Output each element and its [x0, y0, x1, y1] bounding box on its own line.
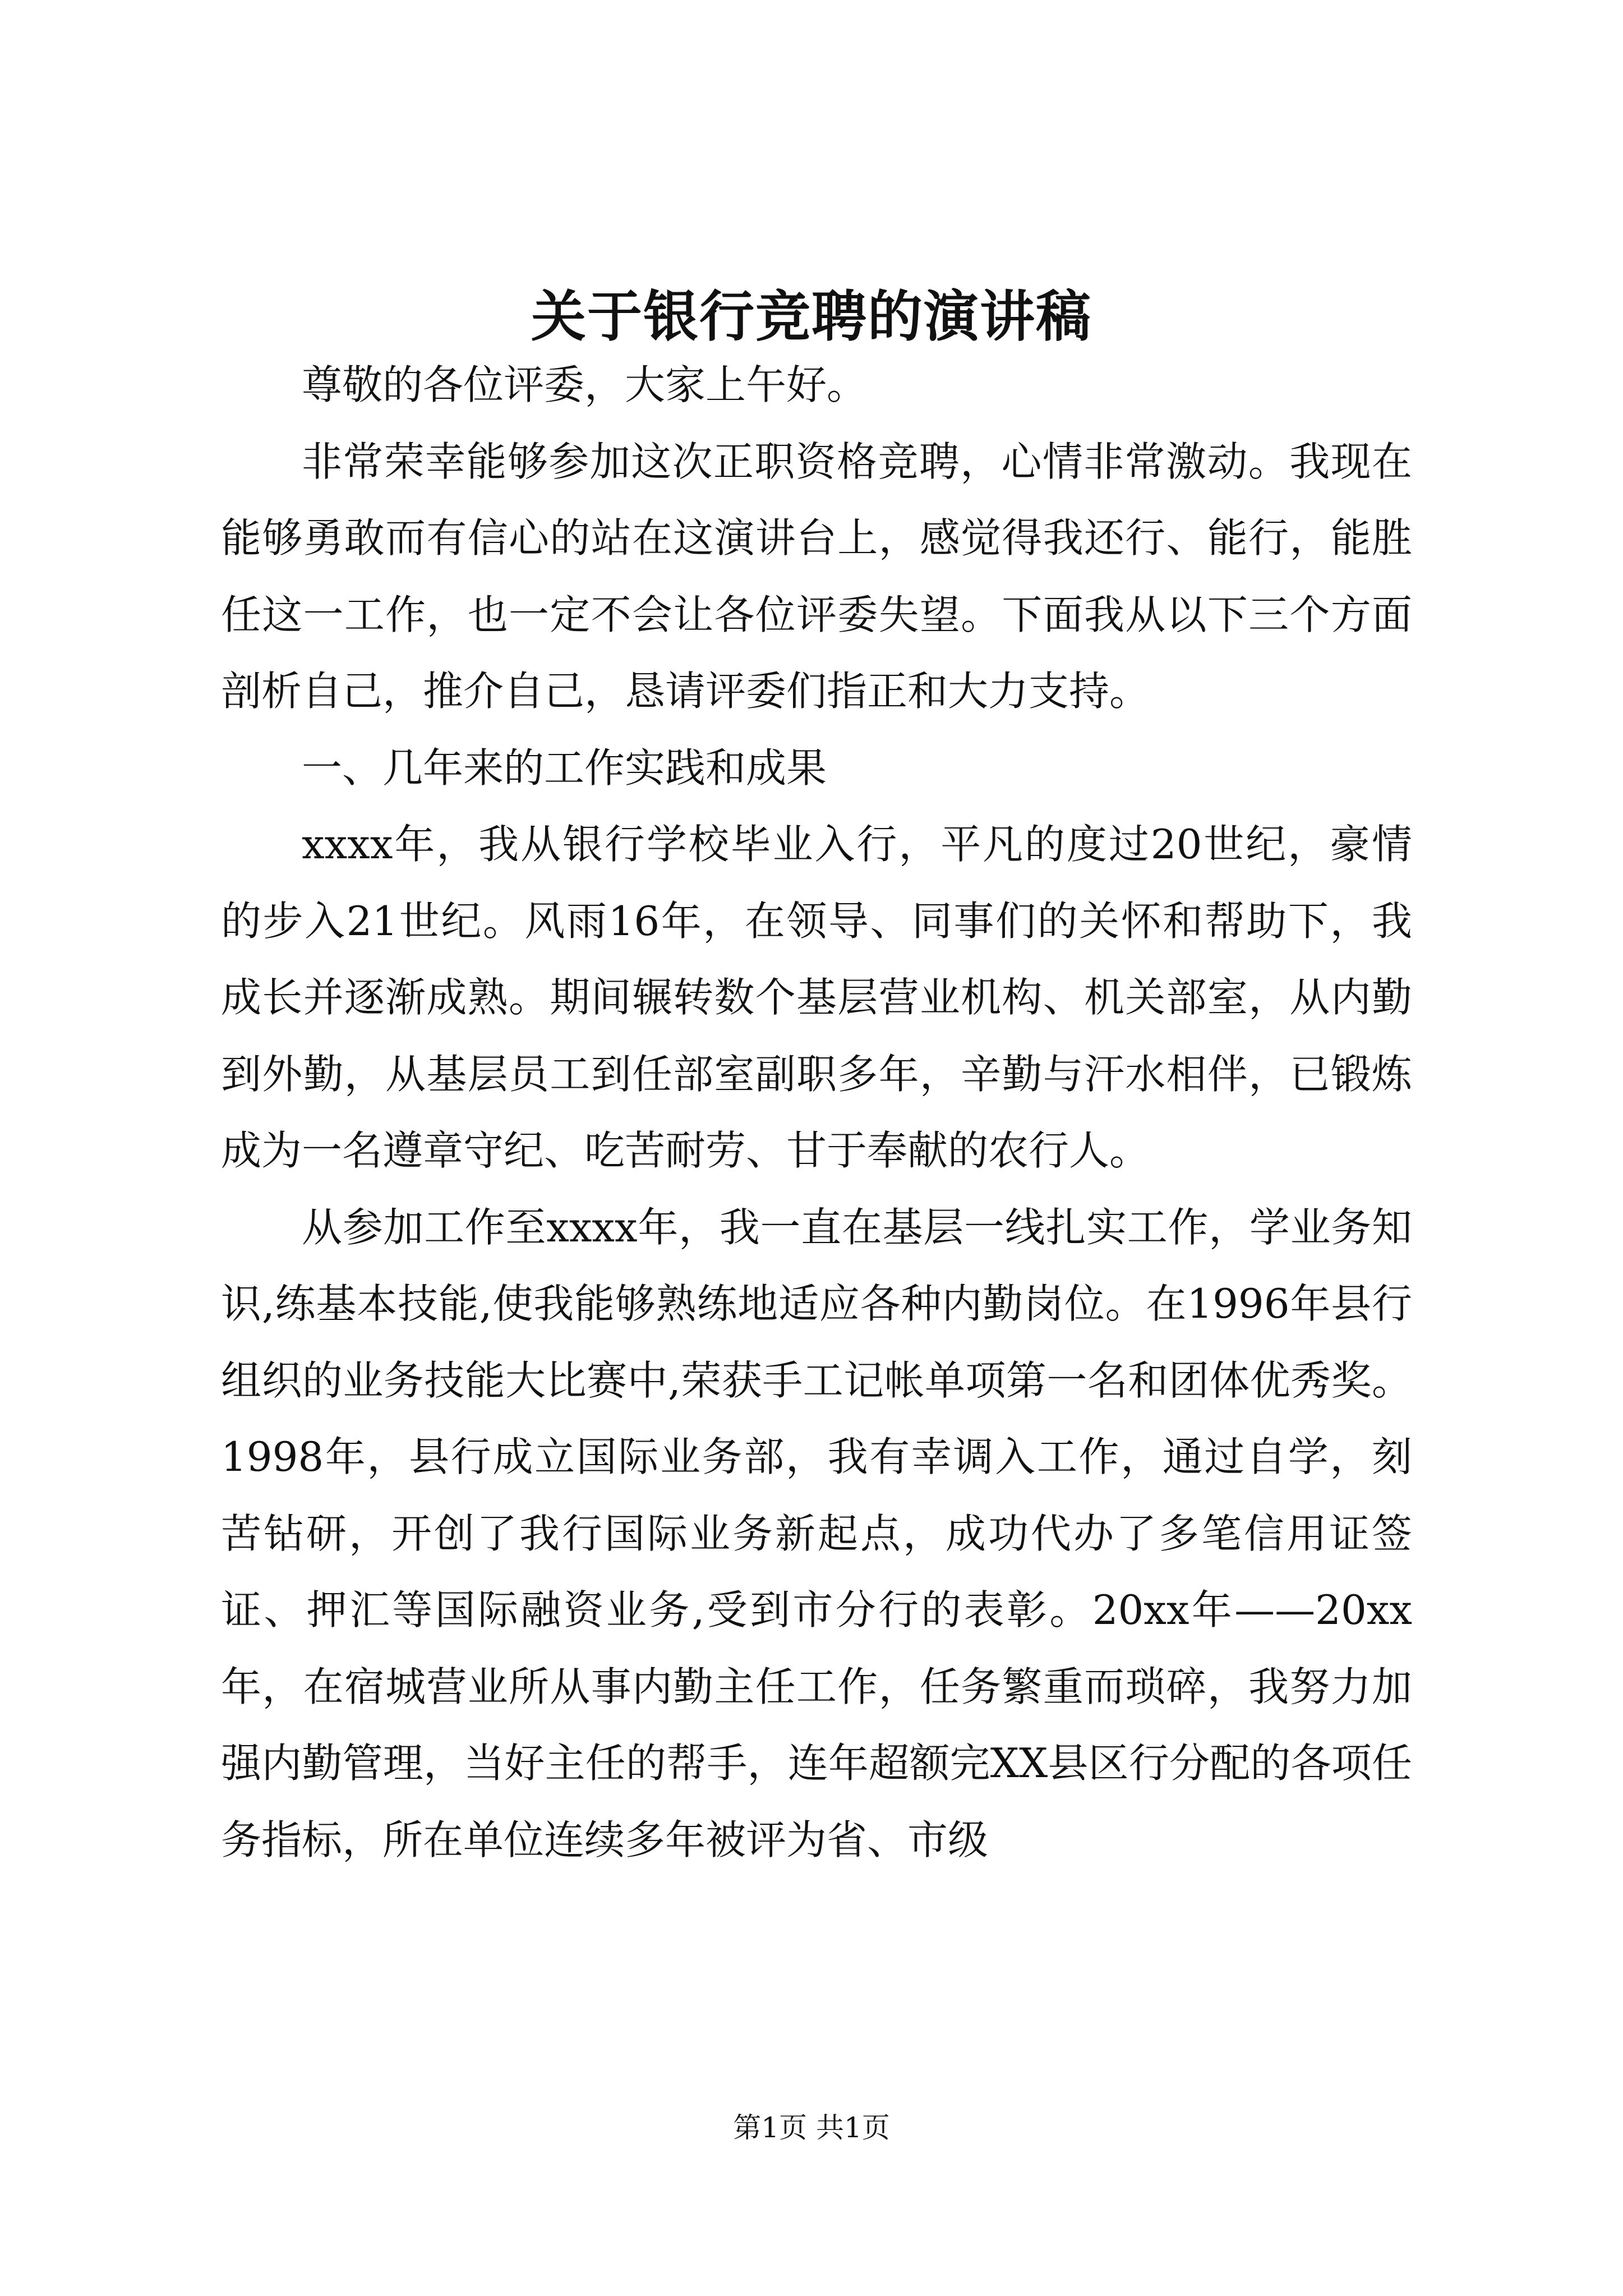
section-heading: 一、几年来的工作实践和成果: [302, 744, 827, 792]
document-body: [221, 347, 1412, 1878]
document-title: 关于银行竞聘的演讲稿: [531, 284, 1092, 349]
paragraph-achievements: 从参加工作至xxxx年，我一直在基层一线扎实工作，学业务知识,练基本技能,使我能够熟练地适应各种内勤岗位。在1996年县行组织的业务技能大比赛中,荣获手工记帐单项第一名和团体优秀奖。1998年，县行成立国际业务部，我有幸调入工作，通过自学，刻苦钻研，开创了我行国际业务新起点，成功代办了多笔信用证签证、押汇等国际融资业务,受到市分行的表彰。20xx年——20xx年，在宿城营业所从事内勤主任工作，任务繁重而琐碎，我努力加强内勤管理，当好主任的帮手，连年超额完XX县区行分配的各项任务指标，所在单位连续多年被评为省、市级: [221, 1203, 1412, 1864]
paragraph-intro: 非常荣幸能够参加这次正职资格竞聘，心情非常激动。我现在能够勇敢而有信心的站在这演讲台上，感觉得我还行、能行，能胜任这一工作，也一定不会让各位评委失望。下面我从以下三个方面剖析自己，推介自己，恳请评委们指正和大力支持。: [221, 438, 1412, 715]
paragraph-greeting: 尊敬的各位评委，大家上午好。: [302, 361, 868, 408]
paragraph-career: xxxx年，我从银行学校毕业入行，平凡的度过20世纪，豪情的步入21世纪。风雨16年，在领导、同事们的关怀和帮助下，我成长并逐渐成熟。期间辗转数个基层营业机构、机关部室，从内勤到外勤，从基层员工到任部室副职多年，辛勤与汗水相伴，已锻炼成为一名遵章守纪、吃苦耐劳、甘于奉献的农行人。: [221, 821, 1412, 1174]
page-footer: 第1页 共1页: [733, 2111, 890, 2144]
